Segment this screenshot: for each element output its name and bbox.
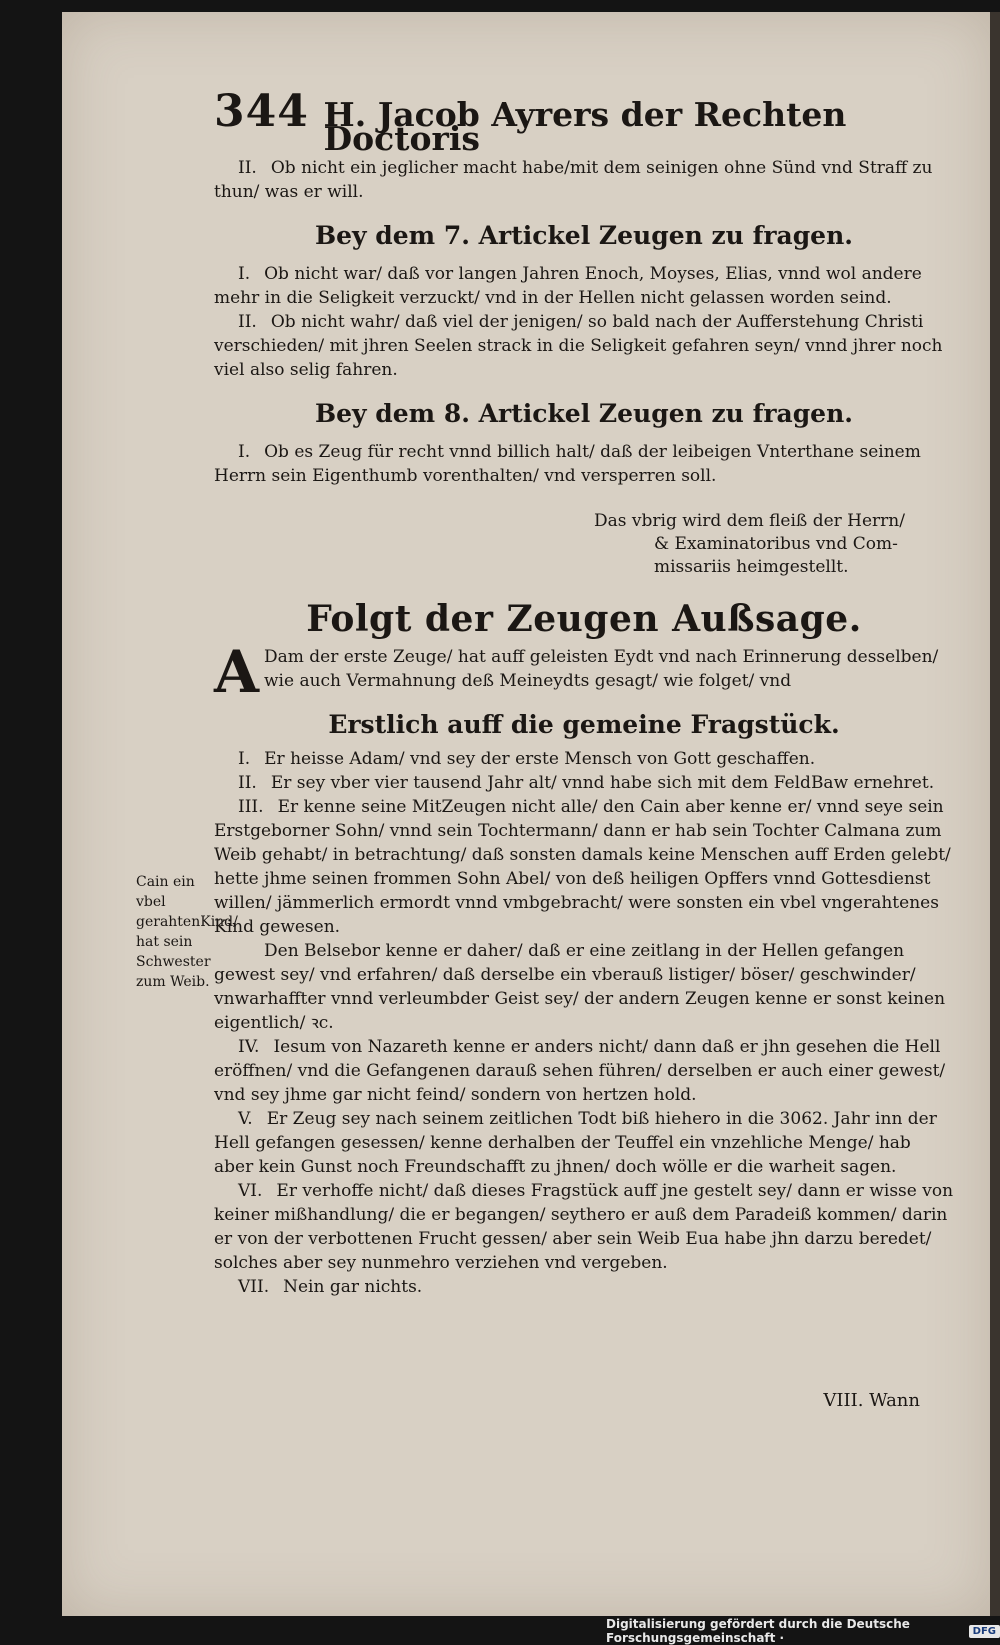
testimony-item <box>214 1035 954 1107</box>
footer-text: Digitalisierung gefördert durch die Deutsche Forschungsgemeinschaft · <box>606 1617 910 1645</box>
drop-capital: A <box>214 638 260 706</box>
item-number: II. <box>238 158 257 178</box>
section-7-item <box>214 262 954 310</box>
item-number: III. <box>238 797 264 817</box>
section-7-item <box>214 310 954 382</box>
margin-note: Cain ein vbel gerahtenKind/ hat sein Schwester zum Weib. <box>136 874 238 990</box>
closing-line: & Examinatoribus vnd Com- <box>654 534 898 554</box>
item-number: IV. <box>238 1037 260 1057</box>
item-number: I. <box>238 442 251 462</box>
testimony-item <box>214 1275 954 1299</box>
section-7-heading: Bey dem 7. Artickel Zeugen zu fragen. <box>315 221 853 250</box>
intro-text: Dam der erste Zeuge/ hat auff geleisten Eydt vnd nach Erinnerung desselben/ wie auch Vermahnung deß Meineydts gesagt/ wie folget/ vnd <box>264 647 939 691</box>
closing-note <box>594 510 924 579</box>
closing-line: Das vbrig wird dem fleiß der Herrn/ <box>594 511 905 531</box>
testimony-item <box>214 1107 954 1179</box>
item-number: VII. <box>238 1277 270 1297</box>
top-item <box>214 156 954 204</box>
testimony-intro <box>214 638 954 706</box>
page-number: 344 <box>214 86 309 137</box>
item-text: Ob nicht war/ daß vor langen Jahren Enoch, Moyses, Elias, vnnd wol andere mehr in die Seligkeit verzuckt/ vnd in der Hellen nicht gelassen worden seind. <box>214 264 922 308</box>
dfg-logo-icon: DFG <box>969 1625 1000 1638</box>
item-text: Iesum von Nazareth kenne er anders nicht/ dann daß er jhn gesehen die Hell eröffnen/ vnd die Gefangenen darauß sehen führen/ derselben er auch einer gewest/ vnd sey jhme gar nicht feind/ sondern von hertzen hold. <box>214 1037 946 1105</box>
item-text: Den Belsebor kenne er daher/ daß er eine zeitlang in der Hellen gefangen gewest sey/ vnd erfahren/ daß derselbe ein vberauß listiger/ böser/ geschwinder/ vnwarhaffter vnnd verleumbder Geist sey/ der andern Zeugen kenne er sonst keinen eigentlich/ ꝛc. <box>214 941 946 1033</box>
item-text: Er Zeug sey nach seinem zeitlichen Todt biß hiehero in die 3062. Jahr inn der Hell gefangen gesessen/ kenne derhalben der Teuffel ein vnzehliche Menge/ hab aber kein Gunst noch Freundschafft zu jhnen/ doch wölle er die warheit sagen. <box>214 1109 937 1177</box>
item-number: I. <box>238 264 251 284</box>
item-number: VI. <box>238 1181 263 1201</box>
item-text: Er kenne seine MitZeugen nicht alle/ den Cain aber kenne er/ vnnd seye sein Erstgeborner Sohn/ vnnd sein Tochtermann/ dann er hab sein Tochter Calmana zum Weib gehabt/ in betrachtung/ daß sonsten damals keine Menschen auff Erden gelebt/ hette jhme seinen frommen Sohn Abel/ von deß heiligen Opffers vnnd Gottesdienst willen/ jämmerlich ermordt vnnd vmbgebracht/ were sonsten ein vbel vngerahtenes Kind gewesen. <box>214 797 951 937</box>
catchword: VIII. Wann <box>823 1390 920 1411</box>
page-edge <box>990 12 1000 1616</box>
item-number: I. <box>238 749 251 769</box>
testimony-item <box>214 747 954 771</box>
testimony-title: Folgt der Zeugen Außsage. <box>306 598 862 640</box>
item-text: Ob nicht wahr/ daß viel der jenigen/ so bald nach der Aufferstehung Christi verschieden/ mit jhren Seelen strack in die Seligkeit gefahren seyn/ vnnd jhrer noch viel also selig fahren. <box>214 312 943 380</box>
testimony-item <box>214 771 954 795</box>
section-8-item <box>214 440 954 488</box>
closing-line: missariis heimgestellt. <box>654 557 849 577</box>
page-header <box>214 86 954 158</box>
testimony-paragraph <box>214 939 954 1035</box>
item-number: II. <box>238 773 257 793</box>
testimony-item <box>214 1179 954 1275</box>
item-number: V. <box>238 1109 253 1129</box>
item-text: Er heisse Adam/ vnd sey der erste Mensch von Gott geschaffen. <box>264 749 816 769</box>
footer-credit <box>606 1617 1000 1645</box>
section-8-heading: Bey dem 8. Artickel Zeugen zu fragen. <box>315 399 853 428</box>
item-text: Er verhoffe nicht/ daß dieses Fragstück auff jne gestelt sey/ dann er wisse von keiner mißhandlung/ die er begangen/ seythero er auß dem Paradeiß kommen/ darin er von der verbottenen Frucht gessen/ aber sein Weib Eua habe jhn darzu beredet/ solches aber sey nunmehro verziehen vnd vergeben. <box>214 1181 954 1273</box>
item-text: Ob nicht ein jeglicher macht habe/mit dem seinigen ohne Sünd vnd Straff zu thun/ was er will. <box>214 158 933 202</box>
item-number: II. <box>238 312 257 332</box>
testimony-subheading: Erstlich auff die gemeine Fragstück. <box>328 710 840 739</box>
item-text: Ob es Zeug für recht vnnd billich halt/ daß der leibeigen Vnterthane seinem Herrn sein Eigenthumb vorenthalten/ vnd versperren soll. <box>214 442 921 486</box>
testimony-item <box>214 795 954 939</box>
running-title: H. Jacob Ayrers der Rechten Doctoris <box>323 95 847 158</box>
item-text: Er sey vber vier tausend Jahr alt/ vnnd habe sich mit dem FeldBaw ernehret. <box>270 773 935 793</box>
item-text: Nein gar nichts. <box>283 1277 423 1297</box>
page-content <box>214 86 954 1299</box>
